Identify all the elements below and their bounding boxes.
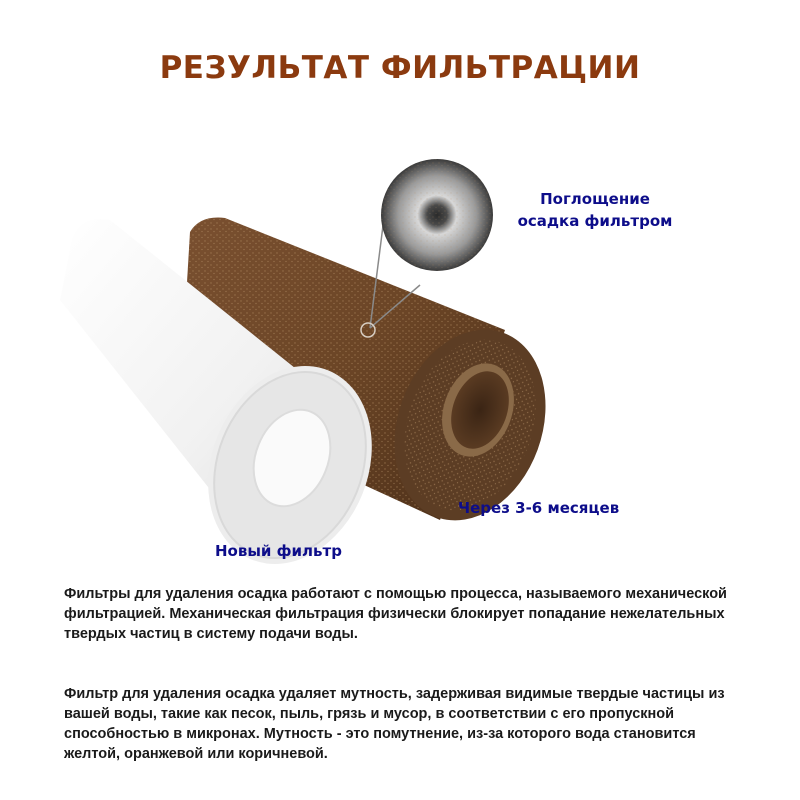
absorption-label-line1: Поглощение <box>540 190 650 208</box>
paragraph-mechanical-filtration: Фильтры для удаления осадка работают с помощью процесса, называемого механической фильтрацией. Механическая фильтрация физически блокирует попадание нежелательных твердых частиц в систему подачи воды. <box>64 586 727 642</box>
page-title: РЕЗУЛЬТАТ ФИЛЬТРАЦИИ <box>159 50 641 86</box>
used-filter-label: Через 3-6 месяцев <box>458 499 620 517</box>
absorption-label-line2: осадка фильтром <box>517 212 673 230</box>
new-filter-label: Новый фильтр <box>215 542 342 560</box>
absorption-label <box>505 188 685 232</box>
paragraph-turbidity: Фильтр для удаления осадка удаляет мутность, задерживая видимые твердые частицы из вашей воды, такие как песок, пыль, грязь и мусор, в соответствии с его пропускной способностью в микронах. Мутность - это помутнение, из-за которого вода становится желтой, оранжевой или коричневой. <box>64 686 725 762</box>
